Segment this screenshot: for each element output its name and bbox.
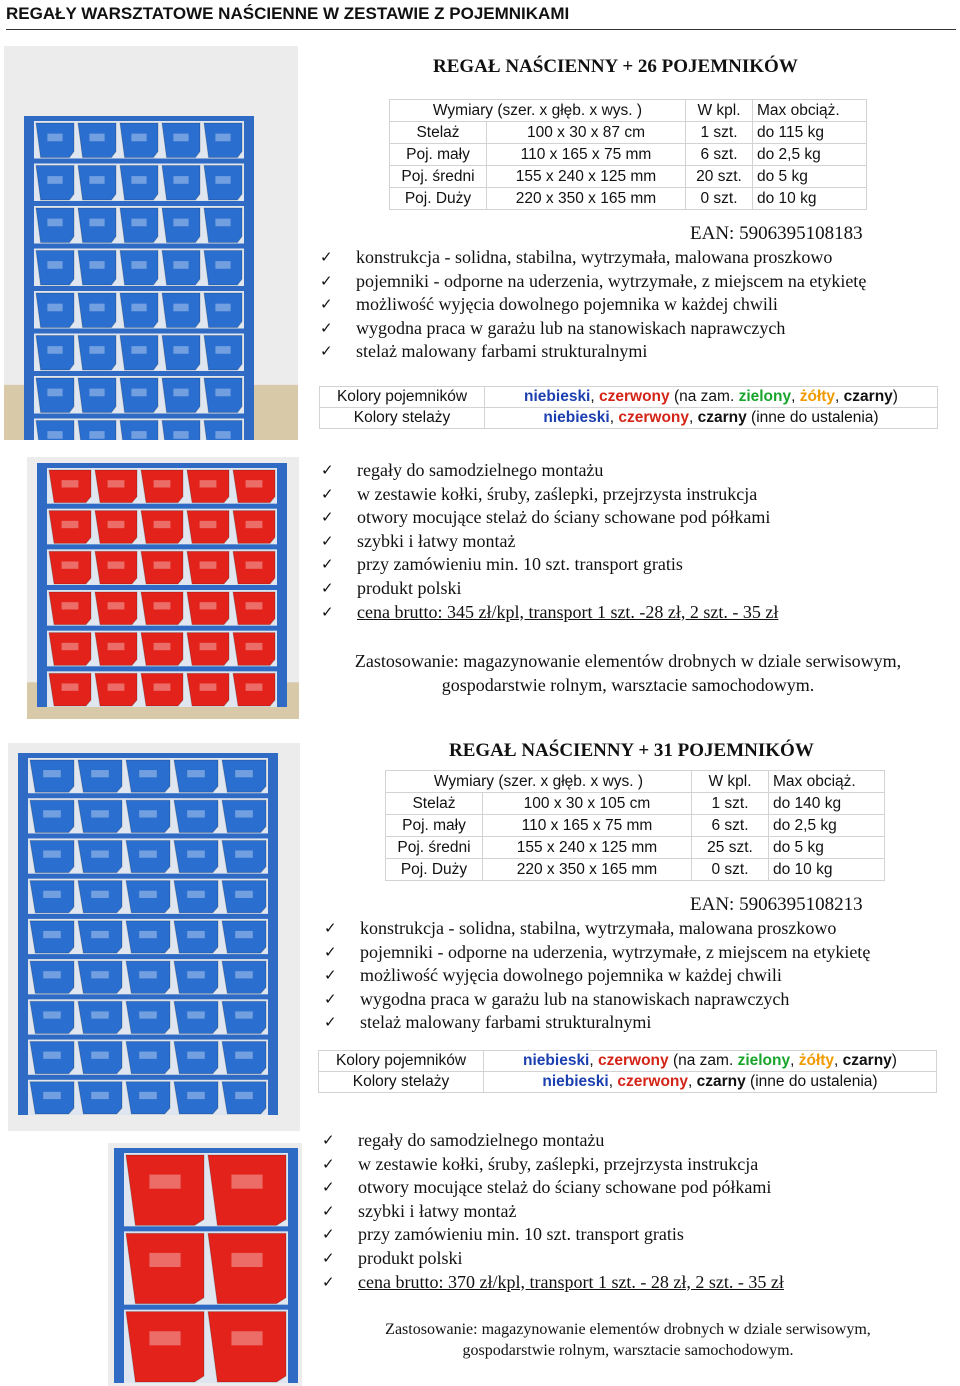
colors-bins-values: niebieski, czerwony (na zam. zielony, żółty, czarny) xyxy=(485,387,938,408)
list-item: ✓ produkt polski xyxy=(319,577,778,601)
section-2-spec-table xyxy=(385,770,885,881)
table-row xyxy=(390,144,867,166)
section-2-usage: Zastosowanie: magazynowanie elementów drobnych w dziale serwisowym, gospodarstwie rolnym, warsztacie samochodowym. xyxy=(385,1321,871,1359)
spec-dims: 155 x 240 x 125 mm xyxy=(483,837,692,859)
list-item: ✓ regały do samodzielnego montażu xyxy=(320,1129,784,1153)
spec-dims: 110 x 165 x 75 mm xyxy=(487,144,686,166)
spec-qty: 25 szt. xyxy=(692,837,769,859)
list-item: ✓ regały do samodzielnego montażu xyxy=(319,459,778,483)
spec-name: Stelaż xyxy=(390,122,487,144)
colors-bins-label: Kolory pojemników xyxy=(320,387,485,408)
check-icon: ✓ xyxy=(322,1131,335,1149)
spec-header-row xyxy=(390,100,867,122)
product-photo-blue-rack-2 xyxy=(8,743,300,1131)
list-item: ✓ przy zamówieniu min. 10 szt. transport gratis xyxy=(320,1223,784,1247)
product-photo-blue-rack-1 xyxy=(4,46,298,440)
colors-row-frames xyxy=(320,408,938,429)
section-1-spec-table xyxy=(389,99,867,210)
check-icon: ✓ xyxy=(322,1178,335,1197)
spec-name: Poj. średni xyxy=(386,837,483,859)
table-row xyxy=(386,859,885,881)
list-item: ✓ przy zamówieniu min. 10 szt. transport gratis xyxy=(319,553,778,577)
section-1-title: REGAŁ NAŚCIENNY + 26 POJEMNIKÓW xyxy=(433,56,798,77)
spec-qty: 0 szt. xyxy=(686,188,753,210)
spec-load: do 10 kg xyxy=(753,188,867,210)
spec-header-dims: Wymiary (szer. x głęb. x wys. ) xyxy=(386,771,692,793)
spec-qty: 6 szt. xyxy=(692,815,769,837)
list-item: ✓ konstrukcja - solidna, stabilna, wytrzymała, malowana proszkowo xyxy=(318,246,866,270)
spec-header-dims: Wymiary (szer. x głęb. x wys. ) xyxy=(390,100,686,122)
check-icon: ✓ xyxy=(321,602,334,621)
spec-name: Poj. Duży xyxy=(390,188,487,210)
spec-dims: 110 x 165 x 75 mm xyxy=(483,815,692,837)
colors-frames-values: niebieski, czerwony, czarny (inne do ustalenia) xyxy=(485,408,938,429)
spec-dims: 100 x 30 x 105 cm xyxy=(483,793,692,815)
product-photo-red-rack-2 xyxy=(108,1143,302,1386)
list-item: ✓ wygodna praca w garażu lub na stanowiskach naprawczych xyxy=(322,988,870,1012)
table-row xyxy=(390,122,867,144)
check-icon: ✓ xyxy=(322,1248,335,1267)
list-item: ✓ w zestawie kołki, śruby, zaślepki, przejrzysta instrukcja xyxy=(319,483,778,507)
section-2-colors-table xyxy=(318,1050,937,1093)
section-2-extras-list xyxy=(320,1129,784,1294)
list-item: ✓ w zestawie kołki, śruby, zaślepki, przejrzysta instrukcja xyxy=(320,1153,784,1177)
colors-row-bins xyxy=(319,1051,937,1072)
section-1-colors-table xyxy=(319,386,938,429)
check-icon: ✓ xyxy=(321,578,334,597)
table-row xyxy=(390,166,867,188)
check-icon: ✓ xyxy=(322,1154,335,1173)
colors-bins-label: Kolory pojemników xyxy=(319,1051,484,1072)
title-divider xyxy=(6,29,956,30)
spec-dims: 100 x 30 x 87 cm xyxy=(487,122,686,144)
list-item: ✓ wygodna praca w garażu lub na stanowiskach naprawczych xyxy=(318,317,866,341)
price-text: cena brutto: 345 zł/kpl, transport 1 szt. -28 zł, 2 szt. - 35 zł xyxy=(357,601,779,622)
list-item xyxy=(319,601,778,625)
price-text: cena brutto: 370 zł/kpl, transport 1 szt. - 28 zł, 2 szt. - 35 zł xyxy=(358,1271,784,1292)
spec-name: Poj. mały xyxy=(386,815,483,837)
spec-dims: 220 x 350 x 165 mm xyxy=(483,859,692,881)
spec-load: do 2,5 kg xyxy=(753,144,867,166)
check-icon: ✓ xyxy=(322,1225,335,1244)
check-icon: ✓ xyxy=(324,942,337,961)
section-1-extras-list xyxy=(319,459,778,624)
spec-dims: 155 x 240 x 125 mm xyxy=(487,166,686,188)
list-item: ✓ otwory mocujące stelaż do ściany schowane pod półkami xyxy=(320,1176,784,1200)
check-icon: ✓ xyxy=(324,919,337,937)
check-icon: ✓ xyxy=(320,318,333,337)
page-title: REGAŁY WARSZTATOWE NAŚCIENNE W ZESTAWIE Z POJEMNIKAMI xyxy=(6,4,570,23)
spec-name: Poj. mały xyxy=(390,144,487,166)
colors-frames-values: niebieski, czerwony, czarny (inne do ustalenia) xyxy=(484,1072,937,1093)
colors-row-frames xyxy=(319,1072,937,1093)
list-item: ✓ pojemniki - odporne na uderzenia, wytrzymałe, z miejscem na etykietę xyxy=(318,270,866,294)
colors-frames-label: Kolory stelaży xyxy=(319,1072,484,1093)
table-row xyxy=(386,793,885,815)
spec-header-load: Max obciąż. xyxy=(753,100,867,122)
section-1-feature-list xyxy=(318,246,866,364)
spec-name: Poj. średni xyxy=(390,166,487,188)
table-row xyxy=(390,188,867,210)
section-2-feature-list xyxy=(322,917,870,1035)
section-2-ean: EAN: 5906395108213 xyxy=(690,894,863,915)
check-icon: ✓ xyxy=(322,1201,335,1220)
spec-dims: 220 x 350 x 165 mm xyxy=(487,188,686,210)
spec-qty: 6 szt. xyxy=(686,144,753,166)
list-item xyxy=(320,1271,784,1295)
spec-load: do 2,5 kg xyxy=(769,815,885,837)
check-icon: ✓ xyxy=(321,555,334,574)
list-item: ✓ szybki i łatwy montaż xyxy=(319,530,778,554)
spec-qty: 1 szt. xyxy=(692,793,769,815)
check-icon: ✓ xyxy=(324,966,337,985)
spec-header-row xyxy=(386,771,885,793)
spec-qty: 0 szt. xyxy=(692,859,769,881)
check-icon: ✓ xyxy=(320,248,333,266)
check-icon: ✓ xyxy=(320,271,333,290)
check-icon: ✓ xyxy=(322,1272,335,1291)
spec-load: do 140 kg xyxy=(769,793,885,815)
list-item: ✓ możliwość wyjęcia dowolnego pojemnika w każdej chwili xyxy=(318,293,866,317)
list-item: ✓ stelaż malowany farbami strukturalnymi xyxy=(318,340,866,364)
list-item: ✓ stelaż malowany farbami strukturalnymi xyxy=(322,1011,870,1035)
list-item: ✓ konstrukcja - solidna, stabilna, wytrzymała, malowana proszkowo xyxy=(322,917,870,941)
section-1-ean: EAN: 5906395108183 xyxy=(690,223,863,244)
check-icon: ✓ xyxy=(320,295,333,314)
check-icon: ✓ xyxy=(321,484,334,503)
check-icon: ✓ xyxy=(321,461,334,479)
spec-name: Poj. Duży xyxy=(386,859,483,881)
table-row xyxy=(386,837,885,859)
list-item: ✓ otwory mocujące stelaż do ściany schowane pod półkami xyxy=(319,506,778,530)
check-icon: ✓ xyxy=(321,508,334,527)
check-icon: ✓ xyxy=(321,531,334,550)
check-icon: ✓ xyxy=(324,989,337,1008)
spec-load: do 10 kg xyxy=(769,859,885,881)
colors-row-bins xyxy=(320,387,938,408)
spec-qty: 1 szt. xyxy=(686,122,753,144)
spec-load: do 5 kg xyxy=(769,837,885,859)
product-photo-red-rack-1 xyxy=(27,457,299,719)
colors-bins-values: niebieski, czerwony (na zam. zielony, żółty, czarny) xyxy=(484,1051,937,1072)
section-2-title: REGAŁ NAŚCIENNY + 31 POJEMNIKÓW xyxy=(449,740,814,761)
check-icon: ✓ xyxy=(324,1013,337,1032)
spec-load: do 115 kg xyxy=(753,122,867,144)
spec-header-qty: W kpl. xyxy=(686,100,753,122)
table-row xyxy=(386,815,885,837)
spec-name: Stelaż xyxy=(386,793,483,815)
spec-load: do 5 kg xyxy=(753,166,867,188)
colors-frames-label: Kolory stelaży xyxy=(320,408,485,429)
list-item: ✓ produkt polski xyxy=(320,1247,784,1271)
list-item: ✓ szybki i łatwy montaż xyxy=(320,1200,784,1224)
spec-header-load: Max obciąż. xyxy=(769,771,885,793)
list-item: ✓ możliwość wyjęcia dowolnego pojemnika w każdej chwili xyxy=(322,964,870,988)
list-item: ✓ pojemniki - odporne na uderzenia, wytrzymałe, z miejscem na etykietę xyxy=(322,941,870,965)
check-icon: ✓ xyxy=(320,342,333,361)
spec-header-qty: W kpl. xyxy=(692,771,769,793)
spec-qty: 20 szt. xyxy=(686,166,753,188)
section-1-usage: Zastosowanie: magazynowanie elementów drobnych w dziale serwisowym, gospodarstwie rolnym, warsztacie samochodowym. xyxy=(354,651,902,695)
